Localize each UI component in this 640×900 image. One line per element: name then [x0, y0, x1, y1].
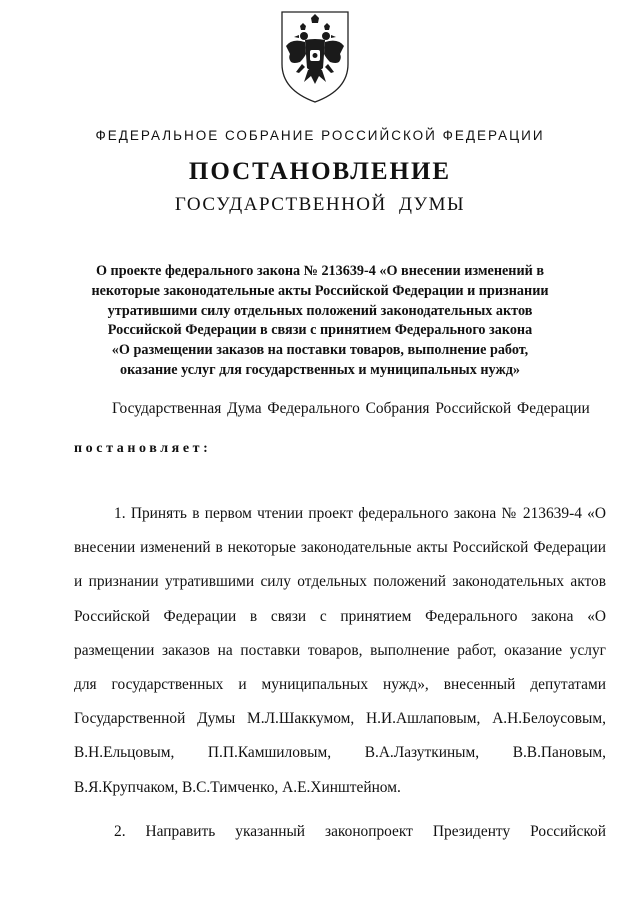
paragraph-line: внесении изменений в некоторые законодательные акты Российской Федерации	[74, 539, 606, 557]
resolves-word: постановляет:	[74, 441, 212, 456]
preamble-text: Государственная Дума Федерального Собрания Российской Федерации	[112, 400, 590, 417]
federal-assembly-title: ФЕДЕРАЛЬНОЕ СОБРАНИЕ РОССИЙСКОЙ ФЕДЕРАЦИИ	[95, 128, 545, 143]
paragraph-line: 1. Принять в первом чтении проект федерального закона № 213639-4 «О	[114, 505, 606, 522]
subject-line: «О размещении заказов на поставки товаров, выполнение работ,	[111, 342, 529, 359]
paragraph-line: размещении заказов на поставки товаров, выполнение работ, оказание услуг	[74, 641, 606, 659]
subject-line: оказание услуг для государственных и муниципальных нужд»	[120, 361, 520, 378]
paragraph-line: для государственных и муниципальных нужд», внесенный депутатами	[74, 676, 606, 694]
subject-line: О проекте федерального закона № 213639-4 «О внесении изменений в	[95, 263, 545, 279]
paragraph-line: Российской Федерации в связи с принятием Федерального закона «О	[74, 607, 606, 625]
paragraph-line: В.Я.Крупчаком, В.С.Тимченко, А.Е.Хинштейном.	[74, 778, 401, 796]
paragraph-line: и признании утратившими силу отдельных положений законодательных актов	[74, 573, 606, 591]
resolution-subject	[80, 262, 560, 381]
paragraph-2	[74, 815, 606, 849]
subject-line: Российской Федерации в связи с принятием Федерального закона	[107, 322, 533, 339]
paragraph-line: В.Н.Ельцовым, П.П.Камшиловым, В.А.Лазуткиным, В.В.Пановым,	[74, 744, 606, 762]
paragraph-line: Государственной Думы М.Л.Шаккумом, Н.И.Ашлаповым, А.Н.Белоусовым,	[74, 710, 606, 728]
document-issuer-title: ГОСУДАРСТВЕННОЙ ДУМЫ	[174, 194, 466, 215]
subject-line: утратившими силу отдельных положений законодательных актов	[107, 302, 533, 319]
paragraph-line: 2. Направить указанный законопроект Президенту Российской	[114, 823, 606, 840]
coat-of-arms-icon	[278, 10, 352, 104]
paragraph-1	[74, 497, 606, 805]
document-type-title: ПОСТАНОВЛЕНИЕ	[188, 158, 452, 185]
subject-line: некоторые законодательные акты Российской Федерации и признании	[91, 282, 549, 299]
